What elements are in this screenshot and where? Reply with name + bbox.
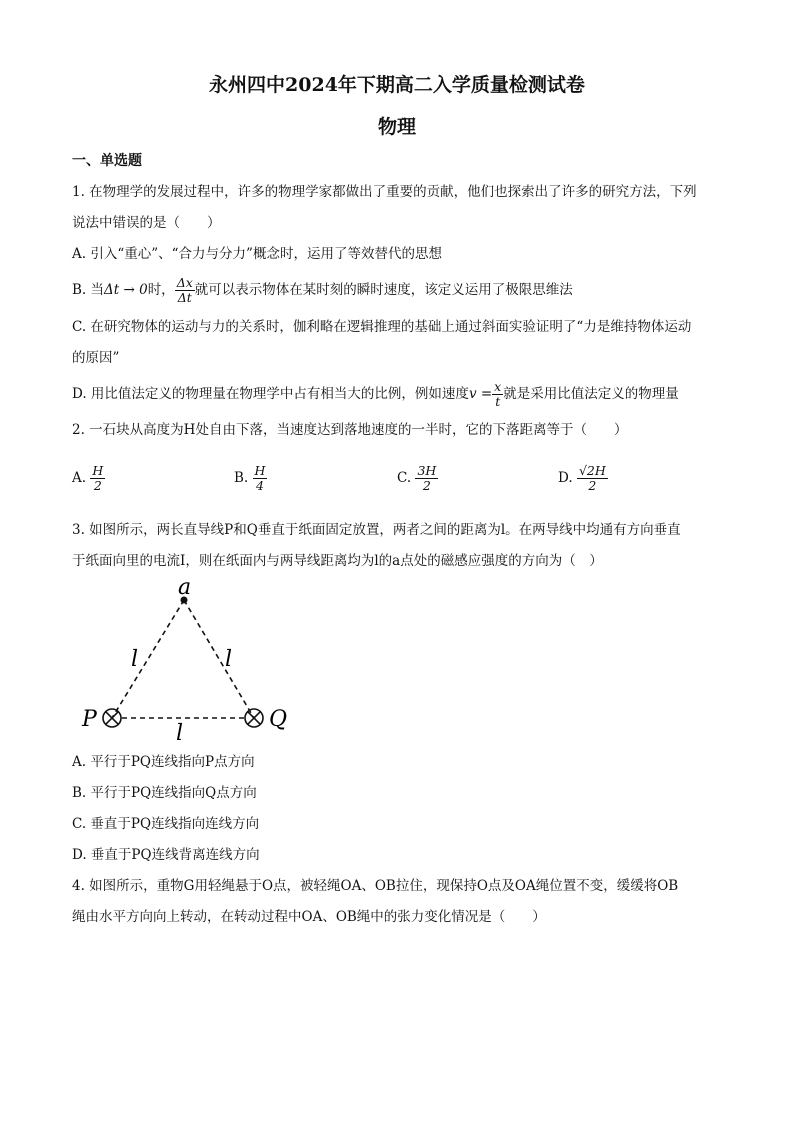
exam-title: 永州四中2024年下期高二入学质量检测试卷 — [209, 74, 585, 96]
q2-option-a-label: A. — [72, 470, 87, 486]
q1-option-d-num: x — [494, 379, 502, 394]
q2-option-d-num: √2H — [578, 463, 606, 478]
q1-option-d-den: t — [495, 394, 501, 409]
q2-option-c-label: C. — [397, 470, 412, 486]
q1-option-d-pre: D. 用比值法定义的物理量在物理学中占有相当大的比例，例如速度 — [72, 386, 469, 402]
q1-option-a: A. 引入“重心”、“合力与分力”概念时，运用了等效替代的思想 — [72, 246, 442, 262]
q1-option-c-line1: C. 在研究物体的运动与力的关系时，伽利略在逻辑推理的基础上通过斜面实验证明了“力是维持物体运动 — [72, 319, 692, 335]
q1-option-b-post: 就可以表示物体在某时刻的瞬时速度，该定义运用了极限思维法 — [194, 282, 573, 298]
subject-title: 物理 — [377, 116, 416, 138]
q1-stem-line2: 说法中错误的是（ ） — [72, 215, 221, 231]
q2-option-a — [72, 458, 105, 498]
q1-option-d-post: 就是采用比值法定义的物理量 — [503, 386, 679, 402]
q2-option-b-fraction — [253, 464, 268, 493]
q2-option-d-den: 2 — [588, 478, 597, 493]
q2-option-c-fraction — [415, 464, 438, 493]
q2-option-c-den: 2 — [422, 478, 431, 493]
q2-option-a-den: 2 — [93, 478, 102, 493]
q3-option-b: B. 平行于PQ连线指向Q点方向 — [72, 785, 257, 801]
q2-option-a-num: H — [92, 463, 104, 478]
q1-option-b-den: Δt — [177, 290, 192, 305]
q3-option-c: C. 垂直于PQ连线指向连线方向 — [72, 816, 260, 832]
wire-p-icon — [103, 709, 121, 727]
section-heading: 一、单选题 — [72, 153, 142, 169]
q2-option-a-fraction — [90, 464, 105, 493]
q1-option-b-fraction — [175, 276, 195, 305]
q2-option-d-label: D. — [558, 470, 573, 486]
label-a: a — [178, 575, 192, 600]
wire-q-icon — [245, 709, 263, 727]
q2-option-c-num: 3H — [417, 463, 437, 478]
q3-option-d: D. 垂直于PQ连线背离连线方向 — [72, 847, 260, 863]
q2-stem: 2. 一石块从高度为H处自由下落，当速度达到落地速度的一半时，它的下落距离等于（ ） — [72, 422, 628, 438]
q3-option-a: A. 平行于PQ连线指向P点方向 — [72, 754, 255, 770]
q3-stem-line1: 3. 如图所示，两长直导线P和Q垂直于纸面固定放置，两者之间的距离为l。在两导线中均通有方向垂直 — [72, 522, 681, 538]
q4-stem-line1: 4. 如图所示，重物G用轻绳悬于O点，被轻绳OA、OB拉住，现保持O点及OA绳位置不变，缓缓将OB — [72, 878, 679, 894]
q1-option-b — [72, 272, 573, 308]
q2-option-d-fraction — [577, 464, 608, 493]
q1-stem-line1: 1. 在物理学的发展过程中，许多的物理学家都做出了重要的贡献，他们也探索出了许多的研究方法，下列 — [72, 184, 697, 200]
q2-option-b — [234, 458, 267, 498]
label-l-right: l — [225, 647, 233, 672]
q2-option-b-num: H — [254, 463, 266, 478]
q1-option-b-mid: 时， — [147, 282, 175, 298]
q3-figure-triangle — [72, 574, 302, 744]
q2-option-c — [397, 458, 438, 498]
q4-stem-line2: 绳由水平方向向上转动，在转动过程中OA、OB绳中的张力变化情况是（ ） — [72, 909, 546, 925]
label-l-left: l — [131, 647, 139, 672]
q1-option-c-line2: 的原因” — [72, 350, 120, 366]
q1-option-b-num: Δx — [176, 275, 193, 290]
label-p: P — [82, 707, 97, 732]
dashed-line-aP — [112, 600, 184, 718]
q2-option-b-label: B. — [234, 470, 249, 486]
q1-option-b-pre: B. 当 — [72, 282, 105, 298]
q2-option-b-den: 4 — [255, 478, 264, 493]
q1-option-d-eq: v = — [468, 386, 493, 402]
q1-option-d — [72, 376, 679, 412]
label-q: Q — [269, 707, 288, 732]
q1-option-b-delta: Δt → 0 — [104, 282, 148, 298]
dashed-line-aQ — [184, 600, 254, 718]
q1-option-d-fraction — [492, 380, 503, 409]
q3-stem-line2: 于纸面向里的电流I，则在纸面内与两导线距离均为l的a点处的磁感应强度的方向为（ ） — [72, 553, 603, 569]
q2-option-d — [558, 458, 608, 498]
label-l-bottom: l — [176, 721, 184, 744]
